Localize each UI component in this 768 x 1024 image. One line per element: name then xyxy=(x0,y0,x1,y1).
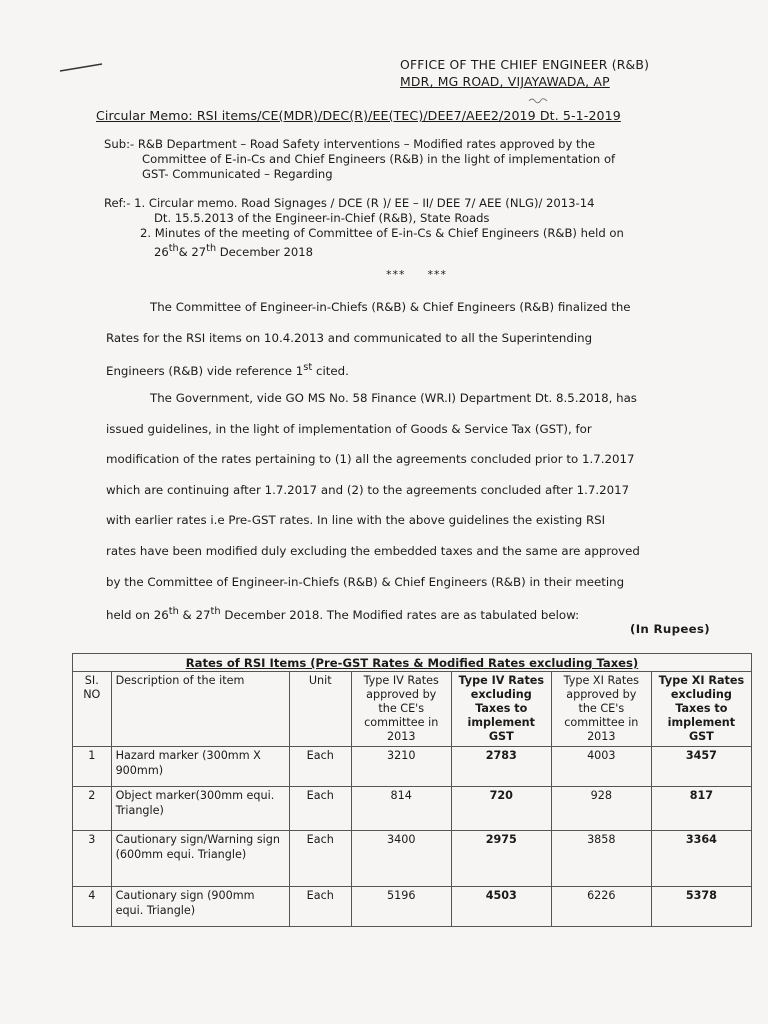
paragraph-line xyxy=(106,597,684,631)
cell-description: Hazard marker (300mm X 900mm) xyxy=(111,747,289,787)
cell-type4-excluding: 720 xyxy=(451,787,551,831)
cell-type4-2013: 5196 xyxy=(351,887,451,927)
header-type11-excluding: Type XI Rates excluding Taxes to implement GST xyxy=(651,672,751,747)
cell-type4-2013: 814 xyxy=(351,787,451,831)
cell-type11-2013: 6226 xyxy=(551,887,651,927)
para-sup: st xyxy=(303,362,313,374)
cell-description: Cautionary sign (900mm equi. Triangle) xyxy=(111,887,289,927)
paragraph-2 xyxy=(106,383,684,631)
subject-line: Committee of E-in-Cs and Chief Engineers (R&B) in the light of implementation of xyxy=(142,152,616,166)
cell-type11-2013: 928 xyxy=(551,787,651,831)
reference-block xyxy=(104,196,694,260)
paragraph-line: with earlier rates i.e Pre-GST rates. In line with the above guidelines the existing RSI xyxy=(106,513,606,528)
ref-text: & 27 xyxy=(178,244,207,259)
paragraph-line: rates have been modified duly excluding the embedded taxes and the same are approved xyxy=(106,543,640,558)
rates-table xyxy=(72,653,752,927)
cell-description: Object marker(300mm equi. Triangle) xyxy=(111,787,289,831)
cell-unit: Each xyxy=(289,831,351,887)
header-description: Description of the item xyxy=(111,672,289,747)
header-unit: Unit xyxy=(289,672,351,747)
cell-unit: Each xyxy=(289,787,351,831)
circular-memo-title: Circular Memo: RSI items/CE(MDR)/DEC(R)/EE(TEC)/DEE7/AEE2/2019 Dt. 5-1-2019 xyxy=(96,108,621,123)
para-text: held on 26 xyxy=(106,608,169,623)
cell-sl-no: 1 xyxy=(73,747,112,787)
para-text: cited. xyxy=(312,364,349,379)
paragraph-line: issued guidelines, in the light of implementation of Goods & Service Tax (GST), for xyxy=(106,421,592,436)
cell-type4-excluding: 4503 xyxy=(451,887,551,927)
reference-line: Ref:- 1. Circular memo. Road Signages / DCE (R )/ EE – II/ DEE 7/ AEE (NLG)/ 2013-14 xyxy=(104,196,595,210)
cell-sl-no: 3 xyxy=(73,831,112,887)
handwritten-scribble-mark xyxy=(527,95,549,105)
cell-type4-2013: 3210 xyxy=(351,747,451,787)
pen-stroke-mark xyxy=(58,60,104,74)
table-caption: Rates of RSI Items (Pre-GST Rates & Modified Rates excluding Taxes) xyxy=(73,654,752,672)
subject-line: Sub:- R&B Department – Road Safety interventions – Modified rates approved by the xyxy=(104,137,596,151)
reference-line xyxy=(104,241,694,260)
stars-right: *** xyxy=(427,268,447,281)
header-type4-2013: Type IV Rates approved by the CE's committee in 2013 xyxy=(351,672,451,747)
cell-type4-excluding: 2975 xyxy=(451,831,551,887)
header-sl-no: SI. NO xyxy=(73,672,112,747)
cell-description: Cautionary sign/Warning sign (600mm equi. Triangle) xyxy=(111,831,289,887)
ref-sup: th xyxy=(168,243,179,254)
table-header-row xyxy=(73,672,752,747)
cell-type11-2013: 3858 xyxy=(551,831,651,887)
cell-type11-excluding: 3364 xyxy=(651,831,751,887)
cell-type11-2013: 4003 xyxy=(551,747,651,787)
cell-type11-excluding: 3457 xyxy=(651,747,751,787)
ref-text: 26 xyxy=(154,244,169,259)
table-row xyxy=(73,787,752,831)
office-title: OFFICE OF THE CHIEF ENGINEER (R&B) xyxy=(400,57,650,72)
cell-type11-excluding: 817 xyxy=(651,787,751,831)
header-type11-2013: Type XI Rates approved by the CE's committee in 2013 xyxy=(551,672,651,747)
ref-text: December 2018 xyxy=(216,244,314,259)
office-header xyxy=(400,56,649,90)
paragraph-line: The Committee of Engineer-in-Chiefs (R&B) & Chief Engineers (R&B) finalized the xyxy=(150,300,631,314)
table-row xyxy=(73,887,752,927)
subject-block xyxy=(104,137,694,182)
paragraph-line: by the Committee of Engineer-in-Chiefs (R&B) & Chief Engineers (R&B) in their meeting xyxy=(106,574,625,589)
paragraph-line: The Government, vide GO MS No. 58 Finance (WR.I) Department Dt. 8.5.2018, has xyxy=(150,391,637,405)
subject-line: GST- Communicated – Regarding xyxy=(142,167,333,181)
table-row xyxy=(73,747,752,787)
cell-unit: Each xyxy=(289,887,351,927)
ref-sup: th xyxy=(206,243,217,254)
cell-type4-excluding: 2783 xyxy=(451,747,551,787)
cell-type11-excluding: 5378 xyxy=(651,887,751,927)
office-address: MDR, MG ROAD, VIJAYAWADA, AP xyxy=(400,74,610,89)
table-row xyxy=(73,831,752,887)
paragraph-line: Rates for the RSI items on 10.4.2013 and communicated to all the Superintending xyxy=(106,330,593,345)
paragraph-line xyxy=(106,353,684,387)
para-sup: th xyxy=(210,606,221,618)
para-text: December 2018. The Modified rates are as tabulated below: xyxy=(220,608,580,623)
cell-type4-2013: 3400 xyxy=(351,831,451,887)
cell-sl-no: 4 xyxy=(73,887,112,927)
paragraph-line: which are continuing after 1.7.2017 and (2) to the agreements concluded after 1.7.2017 xyxy=(106,482,630,497)
separator-stars xyxy=(386,268,447,281)
currency-note: (In Rupees) xyxy=(630,622,710,636)
paragraph-line: modification of the rates pertaining to (1) all the agreements concluded prior to 1.7.2017 xyxy=(106,452,635,467)
cell-sl-no: 2 xyxy=(73,787,112,831)
para-text: & 27 xyxy=(178,608,211,623)
stars-left: *** xyxy=(386,268,406,281)
paragraph-1 xyxy=(106,292,684,387)
cell-unit: Each xyxy=(289,747,351,787)
reference-line: Dt. 15.5.2013 of the Engineer-in-Chief (R&B), State Roads xyxy=(154,211,490,225)
para-sup: th xyxy=(168,606,179,618)
reference-line: 2. Minutes of the meeting of Committee of E-in-Cs & Chief Engineers (R&B) held on xyxy=(140,226,624,240)
header-type4-excluding: Type IV Rates excluding Taxes to implement GST xyxy=(451,672,551,747)
table-caption-row xyxy=(73,654,752,672)
para-text: Engineers (R&B) vide reference 1 xyxy=(106,364,304,379)
